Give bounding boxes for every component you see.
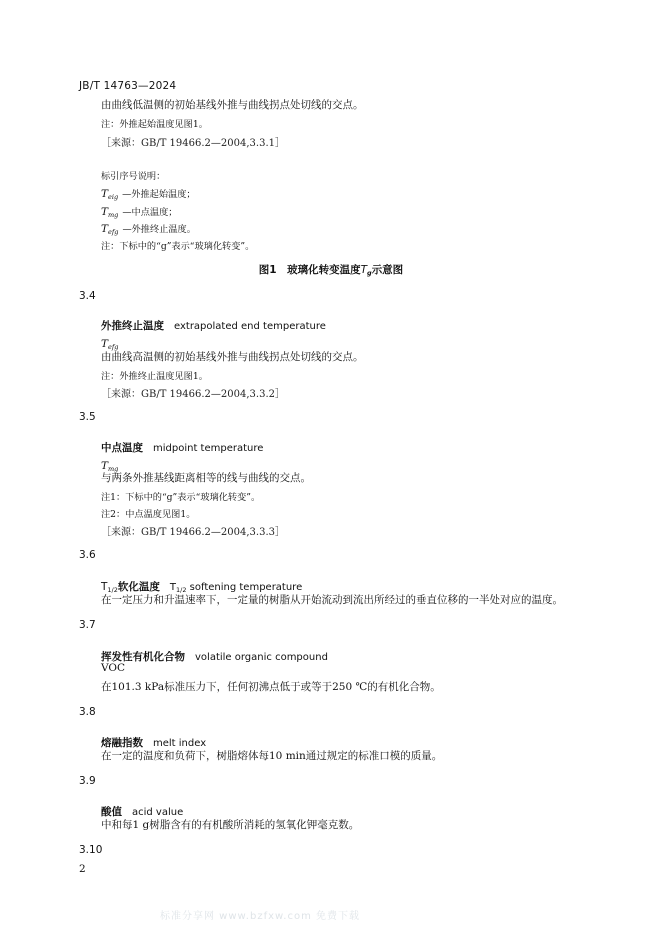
definition-3-8: 在一定的温度和负荷下，树脂熔体每10 min通过规定的标准口模的质量。 — [101, 750, 443, 762]
continued-source: ［来源：GB/T 19466.2—2004,3.3.1］ — [101, 138, 285, 149]
document-code-header: JB/T 14763—2024 — [79, 80, 177, 92]
definition-3-4: 由曲线高温侧的初始基线外推与曲线拐点处切线的交点。 — [101, 351, 364, 363]
page-number: 2 — [79, 863, 86, 875]
legend-item-tefg: $T_{efg}$ —外推终止温度。 — [101, 223, 196, 236]
note2-3-5: 注2：中点温度见图1。 — [101, 509, 196, 520]
section-number-3-10: 3.10 — [79, 844, 103, 856]
section-number-3-6: 3.6 — [79, 549, 96, 561]
section-number-3-8: 3.8 — [79, 706, 96, 718]
note-3-4: 注：外推终止温度见图1。 — [101, 371, 208, 382]
watermark: 标准分享网 www.bzfxw.com 免费下载 — [160, 911, 360, 922]
term-3-7: 挥发性有机化合物 volatile organic compound — [101, 651, 328, 663]
term-3-8: 熔融指数 melt index — [101, 737, 207, 749]
figure-caption: 图1 玻璃化转变温度$T_g$示意图 — [258, 264, 404, 277]
section-number-3-5: 3.5 — [79, 411, 96, 423]
legend-item-teig: $T_{eig}$ —外推起始温度； — [101, 188, 196, 201]
note1-3-5: 注1：下标中的“g”表示“玻璃化转变”。 — [101, 492, 261, 503]
abbreviation-3-7: VOC — [101, 662, 126, 674]
section-number-3-7: 3.7 — [79, 619, 96, 631]
legend-title: 标引序号说明： — [101, 171, 166, 182]
definition-3-5: 与两条外推基线距离相等的线与曲线的交点。 — [101, 472, 311, 484]
term-3-9: 酸值 acid value — [101, 806, 184, 818]
definition-3-7: 在101.3 kPa标准压力下，任何初沸点低于或等于250 ℃的有机化合物。 — [101, 681, 441, 693]
continued-note: 注：外推起始温度见图1。 — [101, 119, 208, 130]
term-3-4: 外推终止温度 extrapolated end temperature — [101, 320, 326, 332]
legend-note: 注：下标中的“g”表示“玻璃化转变”。 — [101, 241, 255, 252]
term-3-6: T1/2软化温度 T1/2 softening temperature — [101, 581, 303, 594]
section-number-3-4: 3.4 — [79, 290, 96, 302]
section-number-3-9: 3.9 — [79, 775, 96, 787]
symbol-3-4: $T_{efg}$ — [101, 338, 119, 351]
continued-definition: 由曲线低温侧的初始基线外推与曲线拐点处切线的交点。 — [101, 99, 364, 111]
definition-3-6: 在一定压力和升温速率下，一定量的树脂从开始流动到流出所经过的垂直位移的一半处对应的温度。 — [101, 594, 563, 606]
symbol-3-5: $T_{mg}$ — [101, 460, 119, 473]
term-3-5: 中点温度 midpoint temperature — [101, 442, 264, 454]
definition-3-9: 中和每1 g树脂含有的有机酸所消耗的氢氧化钾毫克数。 — [101, 819, 360, 831]
legend-item-tmg: $T_{mg}$ —中点温度； — [101, 206, 178, 219]
source-3-4: ［来源：GB/T 19466.2—2004,3.3.2］ — [101, 389, 285, 400]
source-3-5: ［来源：GB/T 19466.2—2004,3.3.3］ — [101, 527, 285, 538]
